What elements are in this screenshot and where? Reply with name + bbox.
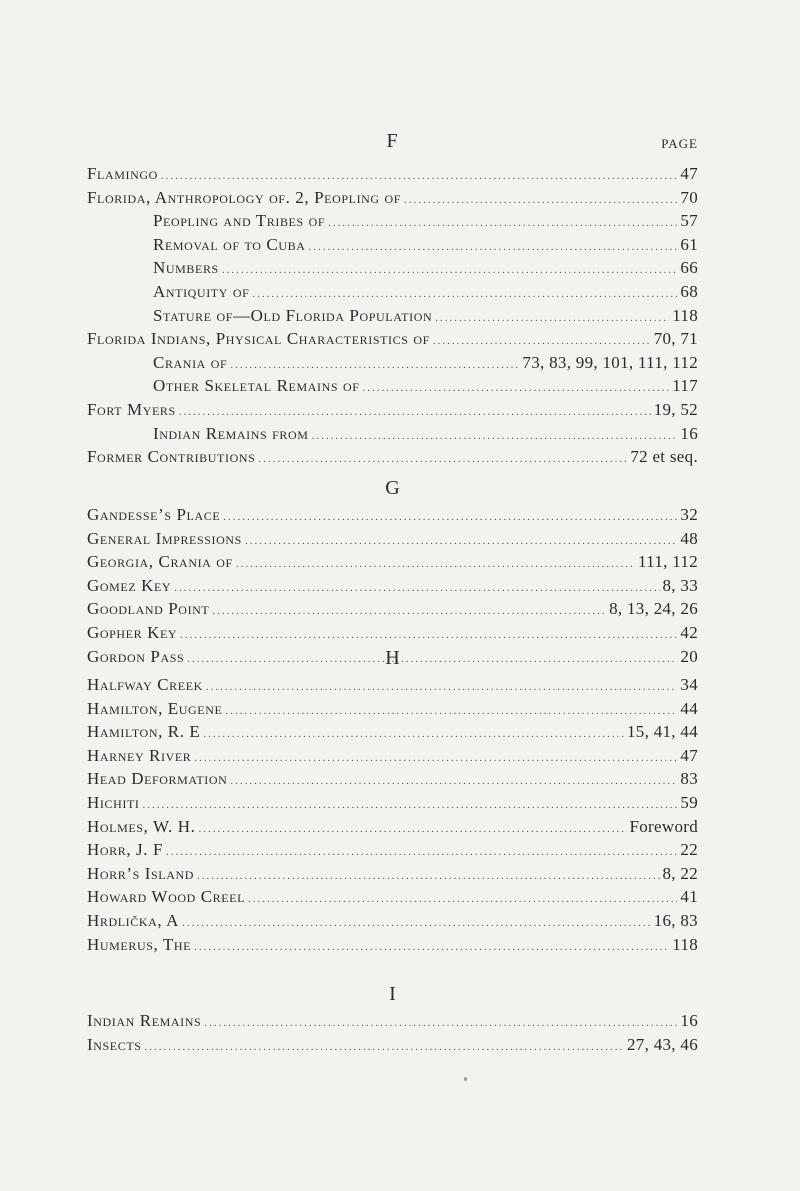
- dot-leader: [404, 189, 677, 213]
- entry-pages: 16: [680, 1011, 698, 1030]
- entry-pages: 59: [680, 792, 698, 812]
- dot-leader: [245, 530, 677, 554]
- entry-pages: 42: [680, 622, 698, 642]
- dot-leader: [206, 676, 677, 700]
- entry-label: Gandesse’s Place: [87, 505, 221, 524]
- entry-label: Florida, Anthropology of. 2, Peopling of: [87, 187, 402, 207]
- dot-leader: [198, 818, 626, 842]
- dot-leader: [203, 723, 624, 747]
- dot-leader: [145, 1036, 624, 1060]
- entry-pages: 68: [680, 281, 698, 301]
- entry-label: Insects: [87, 1034, 142, 1054]
- index-entry: [87, 815, 698, 839]
- entry-pages: 8, 22: [662, 863, 698, 883]
- dot-leader: [197, 865, 660, 889]
- section-letter: H: [385, 647, 400, 669]
- entry-label: Hrdlička, A: [87, 910, 180, 930]
- entry-pages: 44: [680, 698, 698, 718]
- entry-label: Howard Wood Creel: [87, 887, 246, 907]
- dot-leader: [182, 912, 651, 936]
- entry-label: Indian Remains: [87, 1011, 202, 1030]
- index-entry: [87, 398, 698, 422]
- dot-leader: [230, 770, 677, 794]
- entry-label: Florida Indians, Physical Characteristics of: [87, 329, 430, 349]
- index-entries: [87, 1009, 698, 1056]
- entry-pages: 19, 52: [653, 399, 698, 419]
- entry-label: Horr’s Island: [87, 863, 194, 883]
- entry-label: Gordon Pass: [87, 646, 185, 666]
- entry-label: Horr, J. F: [87, 840, 164, 860]
- entry-pages: 15, 41, 44: [627, 722, 698, 742]
- entry-pages: 118: [672, 934, 698, 954]
- index-entries: [87, 162, 698, 469]
- dot-leader: [225, 700, 677, 724]
- index-entry: [87, 767, 698, 791]
- entry-pages: 20: [680, 646, 698, 666]
- entry-pages: 22: [680, 840, 698, 860]
- entry-pages: 73, 83, 99, 101, 111, 112: [522, 352, 698, 372]
- entry-label: Stature of—Old Florida Population: [153, 305, 433, 325]
- entry-label: General Impressions: [87, 528, 242, 548]
- entry-pages: 111, 112: [637, 552, 698, 572]
- entry-pages: 66: [680, 258, 698, 278]
- entry-label: Holmes, W. H.: [87, 816, 196, 836]
- index-entry: [87, 673, 698, 697]
- entry-label: Harney River: [87, 745, 192, 765]
- index-entry: [87, 574, 698, 598]
- index-entry: [87, 597, 698, 621]
- section-h: [87, 643, 698, 956]
- entry-pages: 72 et seq.: [630, 447, 698, 467]
- entry-pages: 61: [680, 234, 698, 254]
- index-subentry: [87, 351, 698, 375]
- index-entry: [87, 885, 698, 909]
- index-entry: [87, 327, 698, 351]
- entry-label: Georgia, Crania of: [87, 552, 233, 572]
- entry-pages: 70, 71: [653, 329, 698, 349]
- entry-label: Gomez Key: [87, 575, 172, 595]
- index-entry: [87, 1033, 698, 1057]
- index-entry: [87, 909, 698, 933]
- index-subentry: [87, 209, 698, 233]
- index-entry: [87, 1009, 698, 1033]
- dot-leader: [166, 841, 677, 865]
- index-entry: [87, 791, 698, 815]
- page-column-label: PAGE: [661, 136, 698, 151]
- dot-leader: [328, 212, 677, 236]
- entry-label: Head Deformation: [87, 769, 228, 789]
- entry-pages: 48: [680, 528, 698, 548]
- entry-label: Goodland Point: [87, 599, 210, 619]
- entry-pages: 27, 43, 46: [627, 1034, 698, 1054]
- entry-pages: 32: [680, 505, 698, 524]
- section-letter-f: F: [386, 130, 399, 152]
- index-entry: [87, 697, 698, 721]
- index-entry: [87, 933, 698, 957]
- dot-leader: [142, 794, 677, 818]
- entry-pages: 117: [672, 376, 698, 396]
- entry-label: Hichiti: [87, 792, 140, 812]
- section-i: [87, 979, 698, 1056]
- entry-pages: 41: [680, 887, 698, 907]
- entry-label: Peopling and Tribes of: [153, 211, 326, 231]
- entry-pages: 16, 83: [653, 910, 698, 930]
- section-g: [87, 473, 698, 668]
- dot-leader: [312, 425, 678, 449]
- entry-label: Former Contributions: [87, 447, 256, 467]
- entry-pages: 47: [680, 164, 698, 183]
- section-letter: I: [389, 983, 396, 1005]
- dot-leader: [194, 936, 669, 960]
- index-subentry: [87, 374, 698, 398]
- index-subentry: [87, 422, 698, 446]
- dot-leader: [435, 307, 669, 331]
- section-f: [87, 162, 698, 469]
- entry-label: Other Skeletal Remains of: [153, 376, 360, 396]
- dot-leader: [258, 448, 627, 472]
- index-subentry: [87, 280, 698, 304]
- entry-label: Numbers: [153, 258, 219, 278]
- entry-label: Gopher Key: [87, 622, 178, 642]
- index-subentry: [87, 256, 698, 280]
- entry-label: Crania of: [153, 352, 228, 372]
- index-entry: [87, 550, 698, 574]
- entry-label: Hamilton, R. E: [87, 722, 201, 742]
- entry-pages: 118: [672, 305, 698, 325]
- entry-label: Indian Remains from: [153, 423, 309, 443]
- entry-pages: 83: [680, 769, 698, 789]
- index-entry: [87, 862, 698, 886]
- dot-leader: [236, 553, 635, 577]
- dot-leader: [308, 236, 677, 260]
- entry-pages: 34: [680, 675, 698, 694]
- dot-leader: [363, 377, 670, 401]
- index-entry: [87, 838, 698, 862]
- index-entry: [87, 744, 698, 768]
- index-entry: [87, 186, 698, 210]
- index-entry: [87, 503, 698, 527]
- index-entry: [87, 445, 698, 469]
- page-header: [87, 130, 698, 158]
- entry-label: Hamilton, Eugene: [87, 698, 223, 718]
- dot-leader: [212, 600, 606, 624]
- entry-label: Antiquity of: [153, 281, 250, 301]
- entry-pages: 57: [680, 211, 698, 231]
- entry-pages: 8, 13, 24, 26: [609, 599, 698, 619]
- entry-pages: 8, 33: [662, 575, 698, 595]
- index-entry: [87, 527, 698, 551]
- dot-leader: [174, 577, 659, 601]
- index-subentry: [87, 304, 698, 328]
- index-entry: [87, 162, 698, 186]
- dot-leader: [204, 1012, 677, 1036]
- dot-leader: [248, 888, 677, 912]
- entry-pages: Foreword: [629, 816, 698, 836]
- entry-label: Halfway Creek: [87, 675, 203, 694]
- dot-leader: [222, 259, 678, 283]
- index-entry: [87, 621, 698, 645]
- entry-label: Removal of to Cuba: [153, 234, 306, 254]
- paper-speck: [464, 1077, 467, 1081]
- entry-label: Humerus, The: [87, 934, 192, 954]
- index-subentry: [87, 233, 698, 257]
- dot-leader: [194, 747, 677, 771]
- entry-pages: 47: [680, 745, 698, 765]
- index-entry: [87, 720, 698, 744]
- entry-label: Fort Myers: [87, 399, 176, 419]
- section-letter: G: [385, 477, 400, 499]
- entry-pages: 16: [680, 423, 698, 443]
- entry-label: Flamingo: [87, 164, 158, 183]
- dot-leader: [223, 506, 677, 530]
- entry-pages: 70: [680, 187, 698, 207]
- index-entries: [87, 673, 698, 956]
